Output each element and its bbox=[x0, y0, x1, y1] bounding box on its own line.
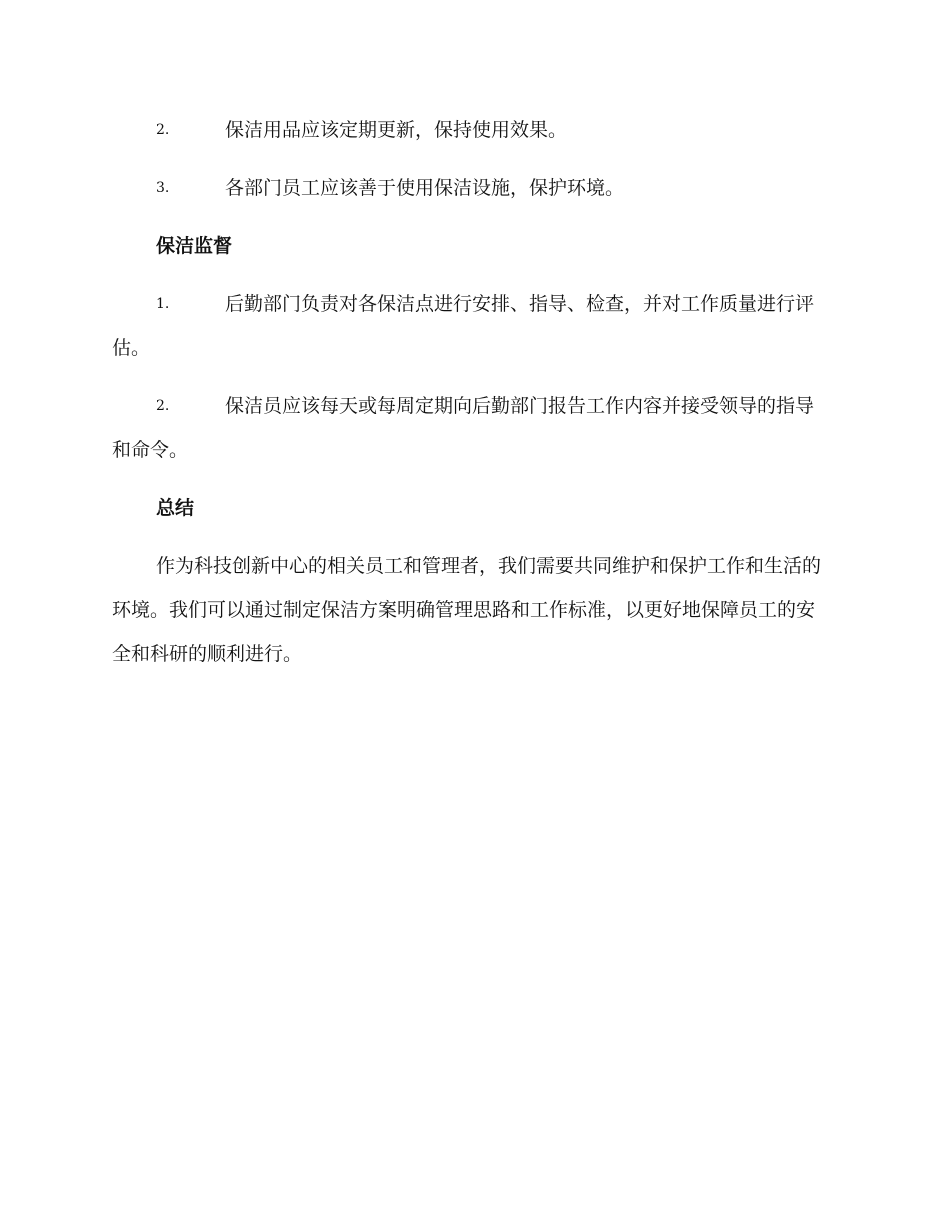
summary-paragraph: 作为科技创新中心的相关员工和管理者，我们需要共同维护和保护工作和生活的环境。我们可以通过制定保洁方案明确管理思路和工作标准，以更好地保障员工的安全和科研的顺利进行。 bbox=[112, 555, 822, 665]
list-item bbox=[112, 384, 832, 472]
section-heading-summary: 总结 bbox=[156, 497, 195, 519]
list-number: 3. bbox=[156, 180, 170, 196]
list-number: 1. bbox=[156, 296, 170, 312]
list-item-text: 后勤部门负责对各保洁点进行安排、指导、检查，并对工作质量进行评估。 bbox=[112, 293, 815, 359]
list-item-text: 保洁用品应该定期更新，保持使用效果。 bbox=[225, 119, 568, 141]
list-item bbox=[112, 166, 832, 210]
list-number: 2. bbox=[156, 122, 170, 138]
list-item bbox=[112, 108, 832, 152]
list-item-text: 保洁员应该每天或每周定期向后勤部门报告工作内容并接受领导的指导和命令。 bbox=[112, 395, 815, 461]
list-item-text: 各部门员工应该善于使用保洁设施，保护环境。 bbox=[225, 177, 625, 199]
list-item bbox=[112, 282, 832, 370]
list-number: 2. bbox=[156, 398, 170, 414]
section-heading-supervision: 保洁监督 bbox=[156, 235, 233, 257]
